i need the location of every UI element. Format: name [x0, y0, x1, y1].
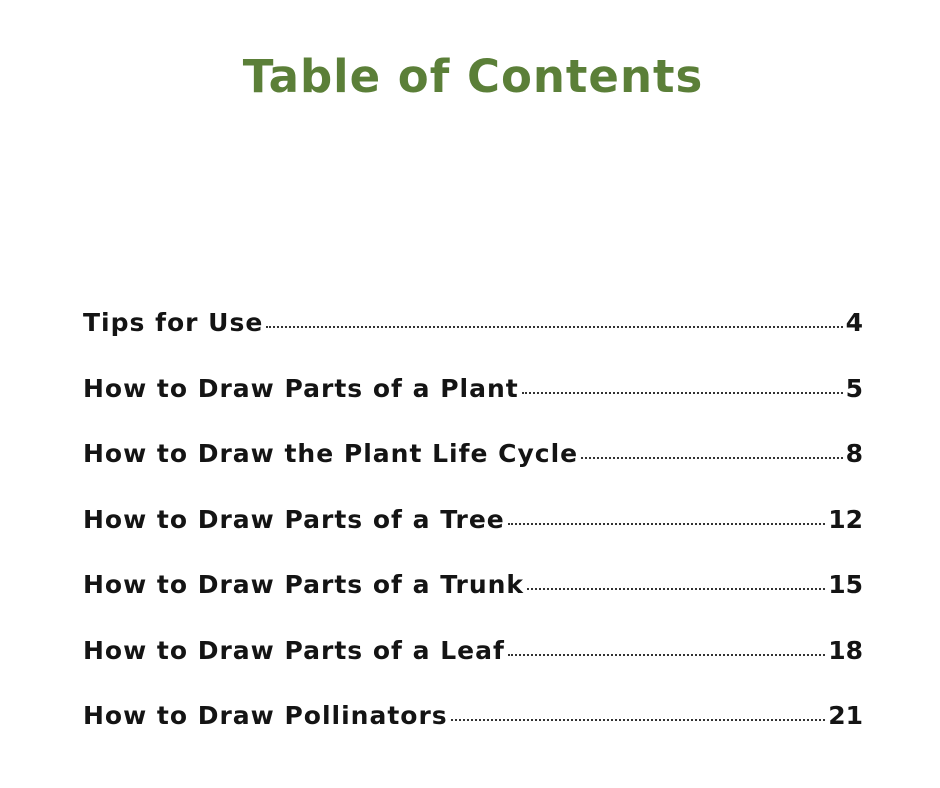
toc-entry-title: How to Draw Parts of a Plant — [83, 373, 519, 403]
dot-leader — [451, 719, 826, 721]
toc-entry-page-number: 12 — [828, 504, 863, 534]
toc-entry-title: How to Draw Parts of a Leaf — [83, 635, 505, 665]
toc-entry-pollinators — [83, 701, 863, 767]
toc-entry-title: How to Draw Pollinators — [83, 701, 448, 730]
dot-leader — [266, 326, 842, 328]
toc-entry-title: How to Draw the Plant Life Cycle — [83, 439, 579, 468]
toc-entry-parts-of-a-leaf — [83, 636, 863, 702]
toc-entry-title: How to Draw Parts of a Trunk — [83, 570, 525, 599]
dot-leader — [581, 457, 842, 459]
toc-entry-title: Tips for Use — [83, 308, 264, 337]
toc-entry-page-number: 18 — [828, 635, 863, 665]
toc-entry-tips-for-use — [83, 308, 863, 374]
dot-leader — [527, 588, 825, 590]
toc-entry-page-number: 15 — [828, 570, 863, 599]
toc-entry-plant-life-cycle — [83, 439, 863, 505]
page-title: Table of Contents — [242, 50, 704, 103]
dot-leader — [508, 654, 825, 656]
toc-entry-title: How to Draw Parts of a Tree — [83, 504, 505, 534]
toc-entry-page-number: 4 — [845, 308, 863, 337]
dot-leader — [522, 392, 843, 394]
toc-entry-page-number: 5 — [845, 373, 863, 403]
toc-entry-page-number: 8 — [845, 439, 863, 468]
toc-entry-parts-of-a-plant — [83, 374, 863, 440]
table-of-contents — [83, 308, 863, 767]
dot-leader — [508, 523, 825, 525]
toc-entry-parts-of-a-tree — [83, 505, 863, 571]
toc-entry-page-number: 21 — [828, 701, 863, 730]
toc-entry-parts-of-a-trunk — [83, 570, 863, 636]
